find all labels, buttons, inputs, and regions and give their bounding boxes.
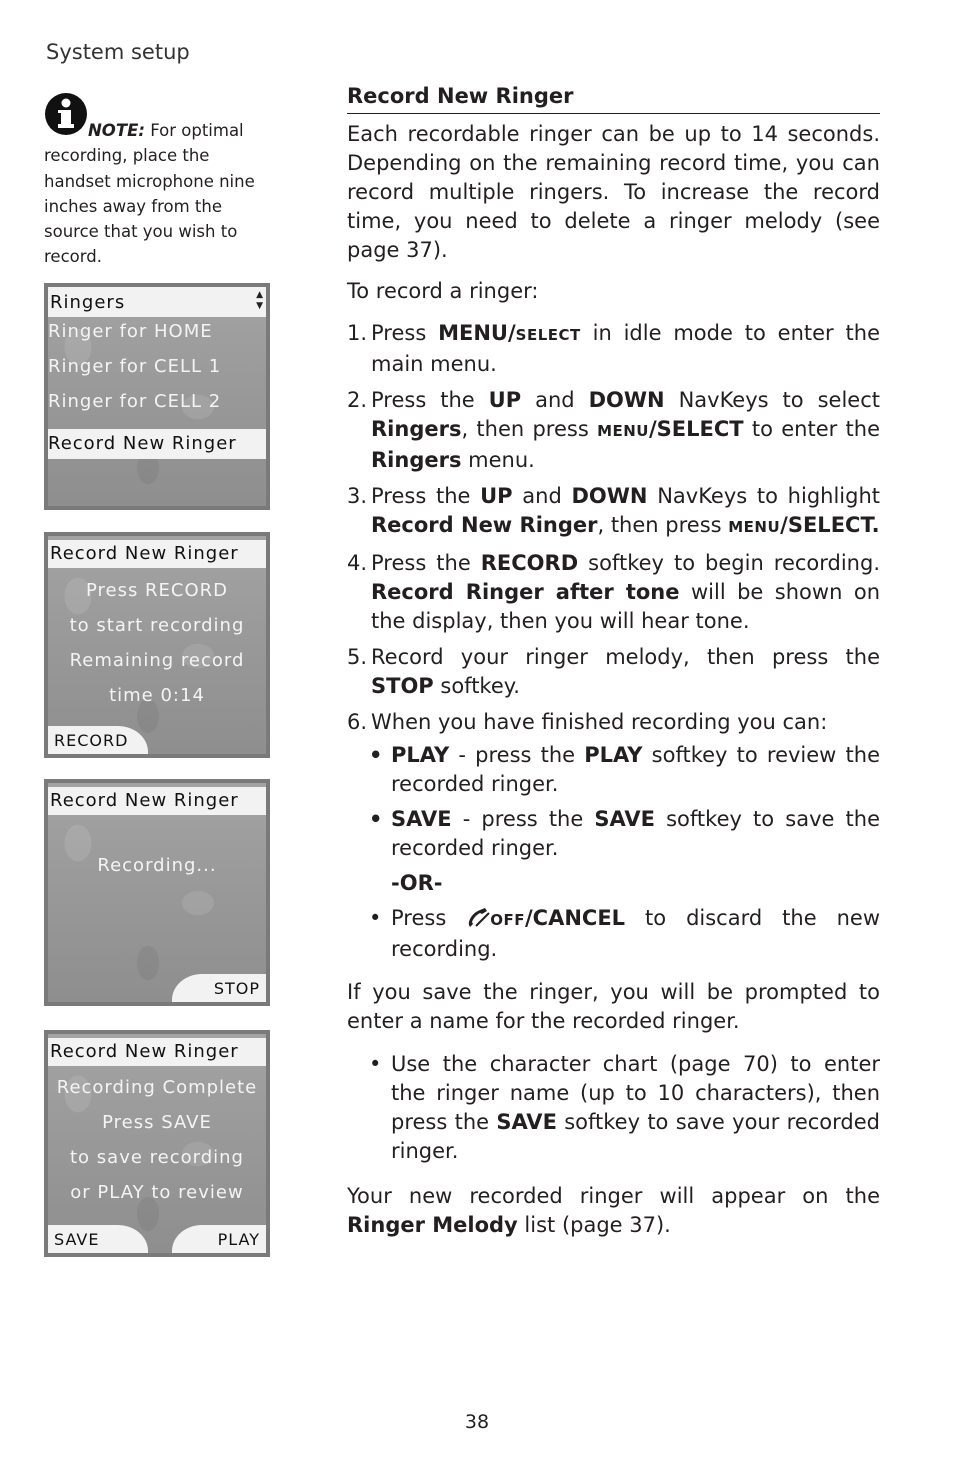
screen-record-prompt	[44, 532, 270, 758]
note-text: inches away from the	[44, 196, 223, 216]
menu-item[interactable]: Ringer for HOME	[48, 321, 213, 342]
step-3: 3. Press the UP and DOWN NavKeys to highlight Record New Ringer, then press MENU/SELECT.	[347, 484, 880, 537]
steps-list	[347, 319, 880, 964]
scroll-arrows-icon: ▲ ▼	[256, 290, 263, 311]
screen-text: Recording...	[97, 855, 217, 876]
screen-title: Record New Ringer	[48, 787, 266, 815]
to-record-text: To record a ringer:	[347, 279, 539, 303]
step-1: 1. Press MENU/SELECT in idle mode to enter the main menu.	[347, 321, 880, 376]
menu-item-highlighted[interactable]: Record New Ringer	[48, 429, 266, 459]
step-6: 6. When you have finished recording you can: • PLAY - press the PLAY softkey to review the recorded ringer. • SAVE - press the SAVE softkey to save the recorded ringer. -OR- • Press OFF/CANCEL to discard the new recording.	[347, 708, 880, 964]
final-paragraph: Your new recorded ringer will appear on the Ringer Melody list (page 37).	[347, 1184, 880, 1237]
options-list	[347, 741, 880, 863]
step-2: 2. Press the UP and DOWN NavKeys to select Ringers, then press MENU/SELECT to enter the Ringers menu.	[347, 388, 881, 472]
screen-text: Press SAVE	[102, 1112, 212, 1133]
section-heading: Record New Ringer	[347, 82, 880, 114]
name-list	[347, 1050, 880, 1166]
note-label: NOTE:	[88, 121, 145, 140]
screen-title: Record New Ringer	[48, 1038, 266, 1066]
section-label: System setup	[46, 40, 190, 64]
option-cancel: • Press OFF/CANCEL to discard the new recording.	[369, 906, 880, 961]
option-play: • PLAY - press the PLAY softkey to review the recorded ringer.	[369, 743, 880, 796]
screen-text: to save recording	[70, 1147, 244, 1168]
screen-text: Press RECORD	[85, 580, 229, 601]
note-text: recording, place the	[44, 146, 210, 166]
note-text: source that you wish to	[44, 222, 238, 242]
name-bullet: • Use the character chart (page 70) to enter the ringer name (up to 10 characters), then press the SAVE softkey to save your recorded ringer.	[369, 1052, 880, 1163]
note-text: record.	[44, 247, 102, 267]
screen-text: or PLAY to review	[70, 1182, 244, 1203]
note-box	[44, 92, 274, 270]
main-content	[347, 82, 880, 1252]
step-5: 5. Record your ringer melody, then press the STOP softkey.	[347, 645, 880, 698]
menu-item[interactable]: Ringer for CELL 2	[48, 391, 222, 412]
page-number: 38	[464, 1411, 490, 1433]
play-softkey[interactable]: PLAY	[172, 1225, 266, 1253]
screen-text: Remaining record	[69, 650, 245, 671]
stop-softkey[interactable]: STOP	[172, 974, 266, 1002]
intro-paragraph: Each recordable ringer can be up to 14 seconds. Depending on the remaining record time, you can record multiple ringers. To increase the record time, you need to delete a ringer melody (see page 37).	[347, 122, 880, 262]
screen-recording-complete	[44, 1030, 270, 1257]
or-separator: -OR-	[391, 871, 443, 895]
screen-ringers-menu	[44, 283, 270, 510]
note-text: For optimal	[150, 121, 244, 140]
phone-off-icon	[466, 907, 490, 927]
option-save: • SAVE - press the SAVE softkey to save the recorded ringer.	[369, 807, 880, 860]
if-save-paragraph: If you save the ringer, you will be prompted to enter a name for the recorded ringer.	[347, 980, 880, 1033]
record-softkey[interactable]: RECORD	[48, 726, 148, 754]
screen-text: to start recording	[69, 615, 245, 636]
cancel-list	[347, 904, 880, 964]
screen-title: Record New Ringer	[48, 540, 266, 568]
step-4: 4. Press the RECORD softkey to begin recording. Record Ringer after tone will be shown on the display, then you will hear tone.	[347, 551, 881, 633]
save-softkey[interactable]: SAVE	[48, 1225, 148, 1253]
info-icon	[44, 92, 88, 136]
note-text: handset microphone nine	[44, 171, 255, 191]
menu-item[interactable]: Ringer for CELL 1	[48, 356, 222, 377]
screen-text: Recording Complete	[56, 1077, 258, 1098]
screen-title: Ringers	[48, 287, 266, 317]
screen-text: time 0:14	[109, 685, 205, 706]
screen-recording	[44, 779, 270, 1006]
